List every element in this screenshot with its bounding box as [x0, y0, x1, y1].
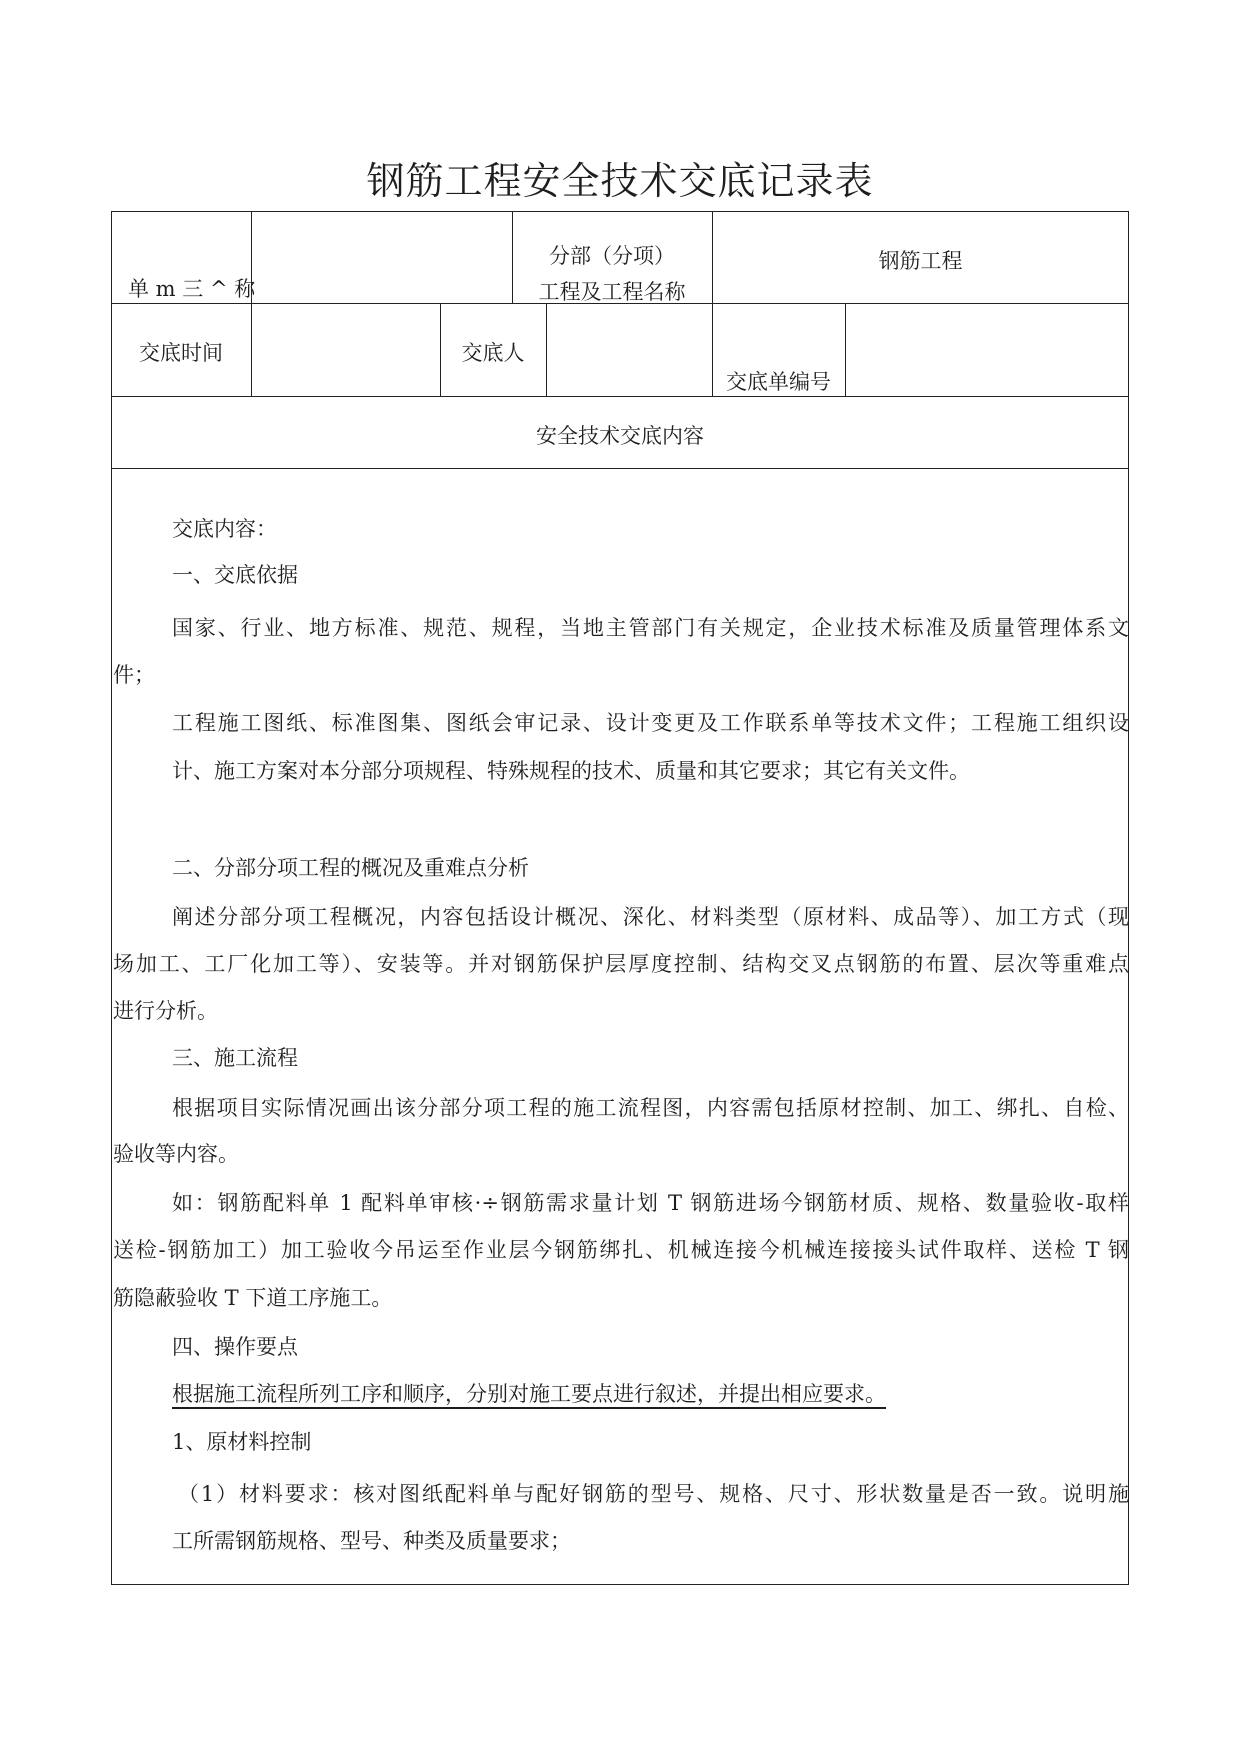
paragraph-line: 如：钢筋配料单 1 配料单审核·÷钢筋需求量计划 T 钢筋进场今钢筋材质、规格、数量验收-取样 [172, 1191, 1129, 1215]
time-label: 交底时间 [139, 341, 223, 365]
paragraph-line: 工程施工图纸、标准图集、图纸会审记录、设计变更及工作联系单等技术文件；工程施工组织设 [172, 711, 1129, 735]
paragraph-line: 国家、行业、地方标准、规范、规程，当地主管部门有关规定，企业技术标准及质量管理体系文 [172, 616, 1129, 640]
paragraph-line: 阐述分部分项工程概况，内容包括设计概况、深化、材料类型（原材料、成品等）、加工方式（现 [172, 905, 1129, 929]
paragraph-line: 验收等内容。 [113, 1142, 239, 1166]
paragraph-line: 送检-钢筋加工）加工验收今吊运至作业层今钢筋绑扎、机械连接今机械连接接头试件取样、送检 T 钢 [113, 1238, 1129, 1262]
number-label: 交底单编号 [726, 370, 831, 394]
person-field[interactable] [546, 310, 712, 390]
heading-key-points: 四、操作要点 [172, 1335, 298, 1359]
heading-material-control: 1、原材料控制 [172, 1430, 312, 1454]
sub-project-value: 钢筋工程 [878, 249, 963, 273]
paragraph-line: 工所需钢筋规格、型号、种类及质量要求； [172, 1529, 571, 1553]
content-intro: 交底内容： [172, 517, 277, 541]
person-label: 交底人 [461, 341, 525, 365]
underlined-instruction: 根据施工流程所列工序和顺序，分别对施工要点进行叙述，并提出相应要求。 [172, 1382, 886, 1406]
unit-name-field[interactable] [251, 225, 512, 299]
section-heading: 安全技术交底内容 [536, 424, 704, 448]
number-field[interactable] [845, 310, 1129, 390]
paragraph-line: 筋隐蔽验收 T 下道工序施工。 [113, 1286, 393, 1310]
document-title: 钢筋工程安全技术交底记录表 [366, 159, 874, 203]
paragraph-line: 场加工、工厂化加工等）、安装等。并对钢筋保护层厚度控制、结构交叉点钢筋的布置、层次等重难点 [113, 952, 1129, 976]
paragraph-line: 计、施工方案对本分部分项规程、特殊规程的技术、质量和其它要求；其它有关文件。 [172, 759, 970, 783]
unit-name-label: 单 m 三 ^ 称 [128, 277, 256, 301]
table-rule [111, 468, 1129, 469]
heading-process: 三、施工流程 [172, 1046, 298, 1070]
table-rule [111, 396, 1129, 397]
time-field[interactable] [251, 310, 440, 390]
paragraph-line: （1）材料要求：核对图纸配料单与配好钢筋的型号、规格、尺寸、形状数量是否一致。说明施 [178, 1482, 1129, 1506]
paragraph-line: 根据项目实际情况画出该分部分项工程的施工流程图，内容需包括原材控制、加工、绑扎、自检、 [172, 1096, 1129, 1120]
sub-project-label-line1: 分部（分项） [549, 244, 675, 268]
heading-overview: 二、分部分项工程的概况及重难点分析 [172, 856, 529, 880]
paragraph-line: 进行分析。 [113, 999, 218, 1023]
sub-project-label-line2: 工程及工程名称 [538, 280, 686, 304]
heading-basis: 一、交底依据 [172, 563, 298, 587]
paragraph-line: 件； [113, 663, 155, 687]
